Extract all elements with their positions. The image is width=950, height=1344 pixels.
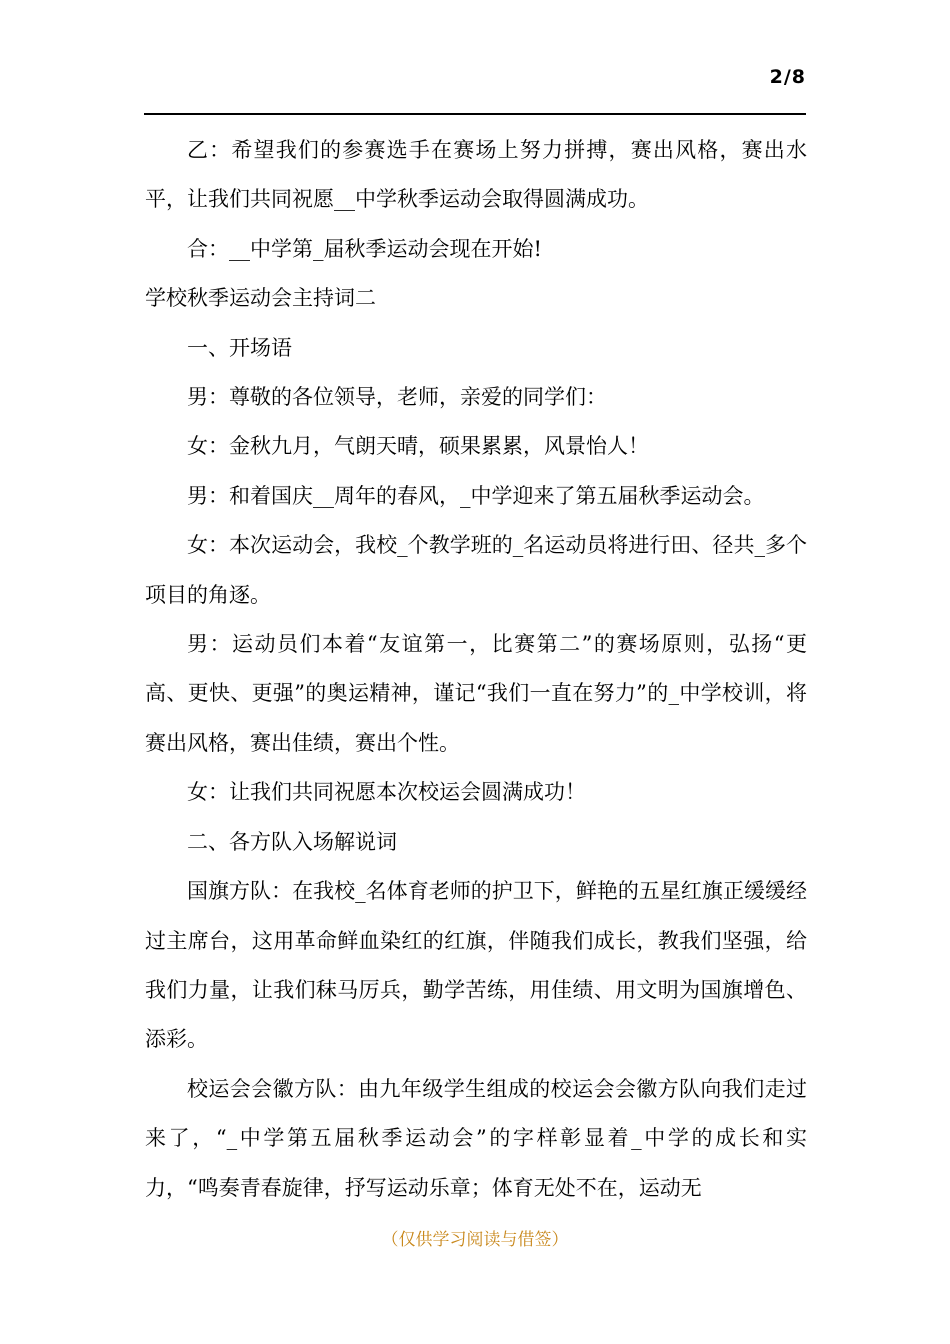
paragraph-6: 女：金秋九月，气朗天晴，硕果累累，风景怡人！: [187, 434, 649, 459]
page-number: 2/8: [769, 66, 806, 88]
footer-note: （仅供学习阅读与借签）: [381, 1230, 569, 1250]
heading-entrance: 二、各方队入场解说词: [187, 829, 397, 854]
paragraph-12: 国旗方队：在我校_名体育老师的护卫下，鲜艳的五星红旗正缓缓经过主席台，这用革命鲜血染红的红旗，伴随我们成长，教我们坚强，给我们力量，让我们秣马厉兵，勤学苦练，用佳绩、用文明为国旗增色、添彩。: [145, 879, 807, 1052]
section-title: 学校秋季运动会主持词二: [145, 286, 376, 311]
document-body: [145, 126, 807, 1213]
paragraph-10: 女：让我们共同祝愿本次校运会圆满成功！: [187, 780, 586, 805]
paragraph-5: 男：尊敬的各位领导，老师，亲爱的同学们：: [187, 385, 607, 410]
paragraph-2: 合：__中学第_届秋季运动会现在开始!: [187, 236, 542, 261]
heading-opening: 一、开场语: [187, 335, 292, 360]
paragraph-1: 乙：希望我们的参赛选手在赛场上努力拼搏，赛出风格，赛出水平，让我们共同祝愿__中学秋季运动会取得圆满成功。: [145, 138, 807, 212]
paragraph-7: 男：和着国庆__周年的春风，_中学迎来了第五届秋季运动会。: [187, 483, 765, 508]
paragraph-13: 校运会会徽方队：由九年级学生组成的校运会会徽方队向我们走过来了，“_中学第五届秋季运动会”的字样彰显着_中学的成长和实力，“鸣奏青春旋律，抒写运动乐章；体育无处不在，运动无: [145, 1076, 807, 1200]
header-rule: [144, 113, 806, 115]
paragraph-9: 男：运动员们本着“友谊第一，比赛第二”的赛场原则，弘扬“更高、更快、更强”的奥运精神，谨记“我们一直在努力”的_中学校训，将赛出风格，赛出佳绩，赛出个性。: [145, 632, 807, 755]
paragraph-8: 女：本次运动会，我校_个教学班的_名运动员将进行田、径共_多个项目的角逐。: [145, 533, 807, 607]
